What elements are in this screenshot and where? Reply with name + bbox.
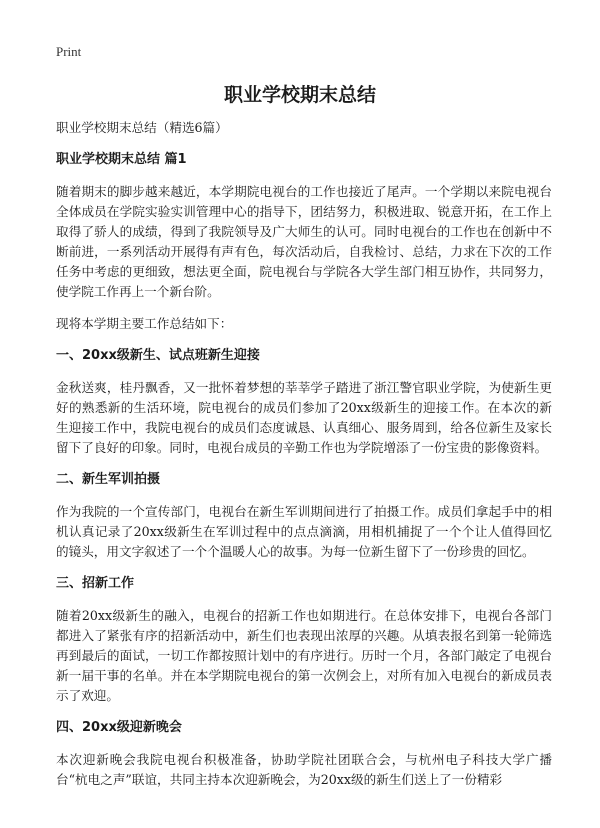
document-title: 职业学校期末总结 [223, 84, 376, 106]
section-paragraph: 金秋送爽，桂丹飘香，又一批怀着梦想的莘莘学子踏进了浙江警官职业学院，为使新生更好的熟悉新的生活环境，院电视台的成员们参加了20xx级新生的迎接工作。在本次的新生迎接工作中，我院电视台的成员们态度诚恳、认真细心、服务周到，给各位新生及家长留下了良好的印象。同时，电视台成员的辛勤工作也为学院增添了一份宝贵的影像资料。 [56, 380, 552, 455]
summary-lead: 现将本学期主要工作总结如下： [56, 316, 233, 331]
section-paragraph: 随着20xx级新生的融入，电视台的招新工作也如期进行。在总体安排下，电视台各部门都进入了紧张有序的招新活动中，新生们也表现出浓厚的兴趣。从填表报名到第一轮筛选再到最后的面试，一切工作都按照计划中的有序进行。历时一个月，各部门敲定了电视台新一届干事的名单。并在本学期院电视台的第一次例会上，对所有加入电视台的新成员表示了欢迎。 [56, 608, 552, 703]
print-link[interactable]: Print [56, 44, 82, 59]
document-body [56, 118, 552, 802]
section-paragraph: 作为我院的一个宣传部门，电视台在新生军训期间进行了拍摄工作。成员们拿起手中的相机认真记录了20xx级新生在军训过程中的点点滴滴，用相机捕捉了一个个让人值得回忆的镜头，用文字叙述了一个个温暖人心的故事。为每一位新生留下了一份珍贵的回忆。 [56, 504, 552, 559]
section-heading: 四、20xx级迎新晚会 [56, 720, 182, 735]
section-heading: 一、20xx级新生、试点班新生迎接 [56, 348, 260, 363]
article-heading: 职业学校期末总结 篇1 [56, 152, 187, 167]
intro-paragraph: 随着期末的脚步越来越近，本学期院电视台的工作也接近了尾声。一个学期以来院电视台全体成员在学院实验实训管理中心的指导下，团结努力，积极进取、锐意开拓，在工作上取得了骄人的成绩，得到了我院领导及广大师生的认可。同时电视台的工作也在创新中不断前进，一系列活动开展得有声有色，每次活动后，自我检讨、总结，力求在下次的工作任务中考虑的更细致，想法更全面，院电视台与学院各大学生部门相互协作，共同努力，使学院工作再上一个新台阶。 [56, 184, 552, 299]
section-paragraph: 本次迎新晚会我院电视台积极准备，协助学院社团联合会，与杭州电子科技大学广播台“杭电之声”联谊，共同主持本次迎新晚会，为20xx级的新生们送上了一份精彩 [56, 752, 552, 787]
section-heading: 三、招新工作 [56, 576, 135, 591]
section-heading: 二、新生军训拍摄 [56, 472, 161, 487]
document-subtitle: 职业学校期末总结（精选6篇） [56, 120, 228, 135]
